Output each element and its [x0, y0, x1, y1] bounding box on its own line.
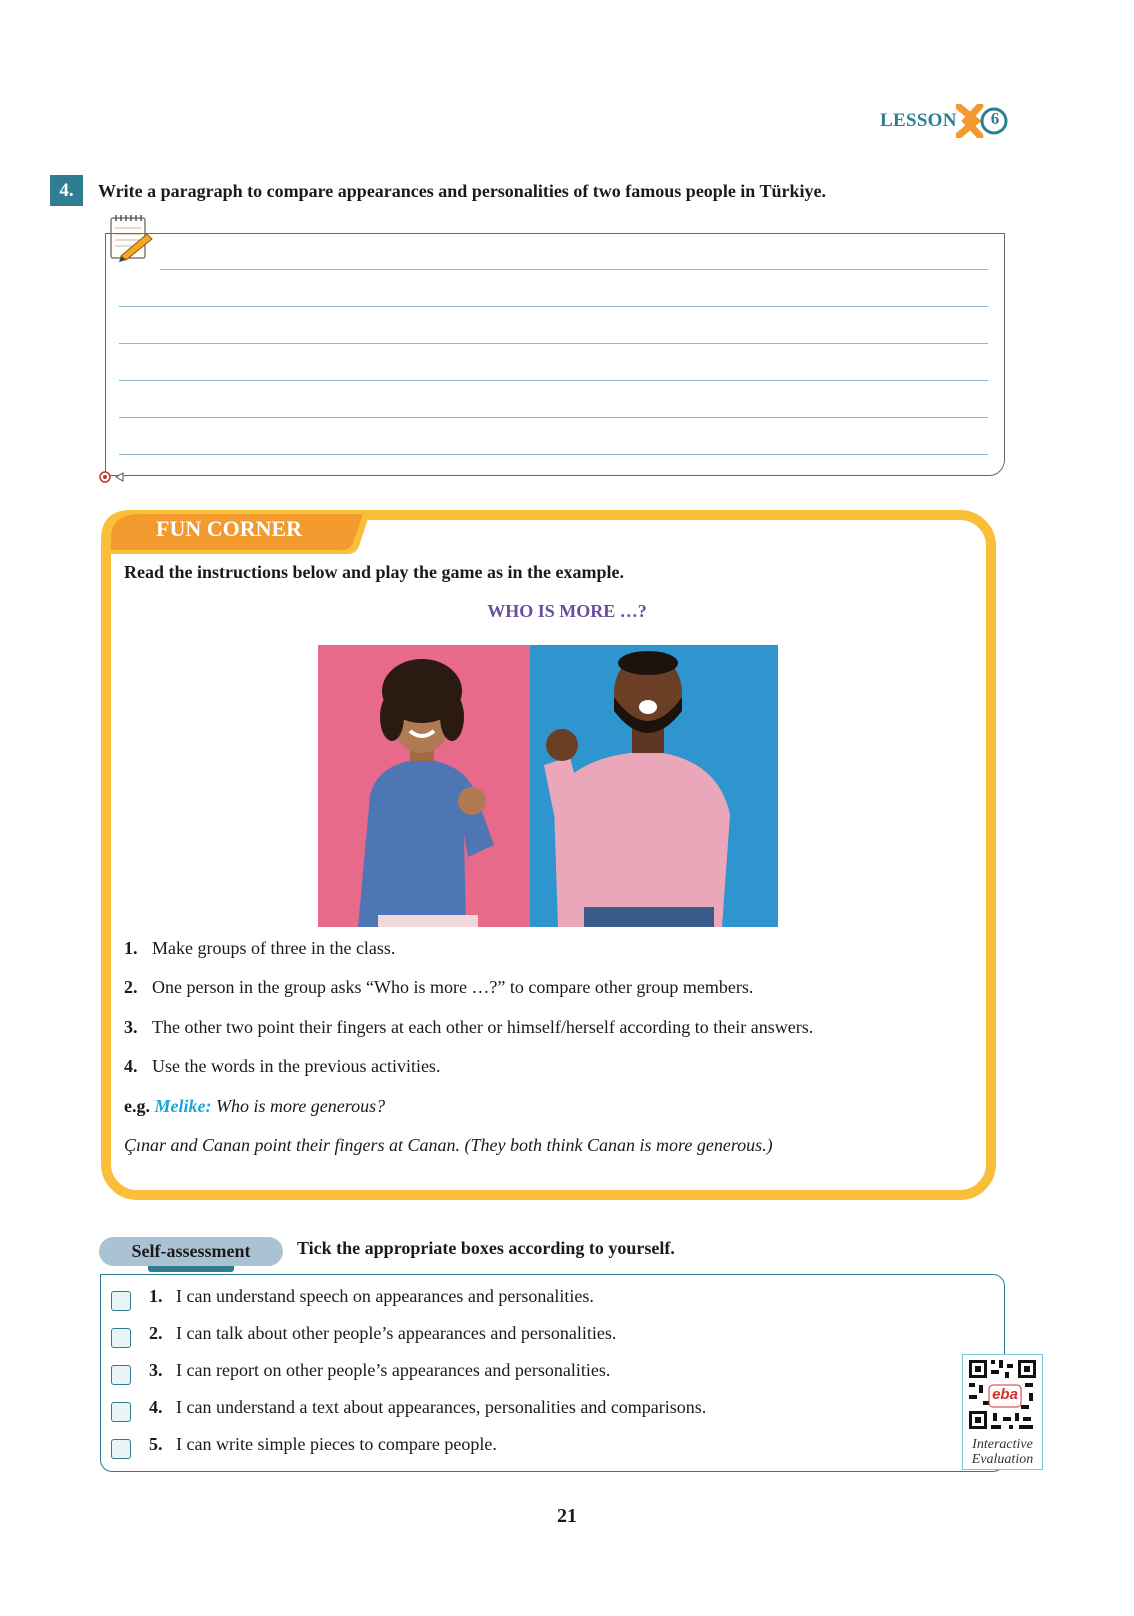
- page-number: 21: [557, 1505, 577, 1527]
- example-speaker: Melike:: [154, 1096, 212, 1116]
- lesson-label: LESSON: [880, 110, 957, 131]
- game-title: [0, 601, 1134, 622]
- step-item: 3. The other two point their fingers at each other or himself/herself according to their answers.: [124, 1017, 814, 1037]
- checkbox[interactable]: [111, 1402, 131, 1422]
- writing-area-end-marker: [99, 470, 129, 489]
- step-item: 4. Use the words in the previous activities.: [124, 1056, 441, 1076]
- writing-area[interactable]: [105, 233, 1005, 476]
- step-item: 2. One person in the group asks “Who is more …?” to compare other group members.: [124, 977, 754, 997]
- people-pointing-photo: [318, 645, 778, 927]
- question-number: 4.: [50, 175, 83, 206]
- lesson-number: 6: [990, 109, 1000, 128]
- interactive-evaluation-qr[interactable]: [962, 1354, 1043, 1470]
- fun-corner-instruction: Read the instructions below and play the game as in the example.: [124, 562, 625, 582]
- checkbox[interactable]: [111, 1328, 131, 1348]
- self-assessment-label: Self-assessment: [99, 1237, 283, 1266]
- example-response: Çınar and Canan point their fingers at Canan. (They both think Canan is more generous.): [124, 1135, 773, 1155]
- question-prompt: Write a paragraph to compare appearances and personalities of two famous people in Türkiye.: [98, 181, 826, 201]
- self-assessment-box: 1. I can understand speech on appearances and personalities. 2. I can talk about other people’s appearances and personalities. 3. I can report on other people’s appearances and personalities. 4. I can understand a text about appearances, personalities and comparisons. 5. I can write simple pieces to compare people.: [100, 1274, 1005, 1472]
- qr-caption-line1: Interactive: [972, 1437, 1033, 1452]
- step-item: 1. Make groups of three in the class.: [124, 938, 396, 958]
- self-assessment-instruction: Tick the appropriate boxes according to yourself.: [297, 1238, 675, 1258]
- checkbox[interactable]: [111, 1365, 131, 1385]
- fun-corner-title: FUN CORNER: [156, 516, 303, 541]
- example-prefix: e.g.: [124, 1096, 150, 1116]
- qr-caption-line2: Evaluation: [971, 1452, 1034, 1467]
- example-question: Who is more generous?: [215, 1096, 386, 1116]
- eba-logo: eba: [992, 1386, 1018, 1403]
- game-title-text: WHO IS MORE …?: [487, 601, 647, 621]
- checkbox[interactable]: [111, 1439, 131, 1459]
- example-line: [124, 1096, 385, 1117]
- self-assessment-tab-bar: [148, 1266, 234, 1272]
- checkbox[interactable]: [111, 1291, 131, 1311]
